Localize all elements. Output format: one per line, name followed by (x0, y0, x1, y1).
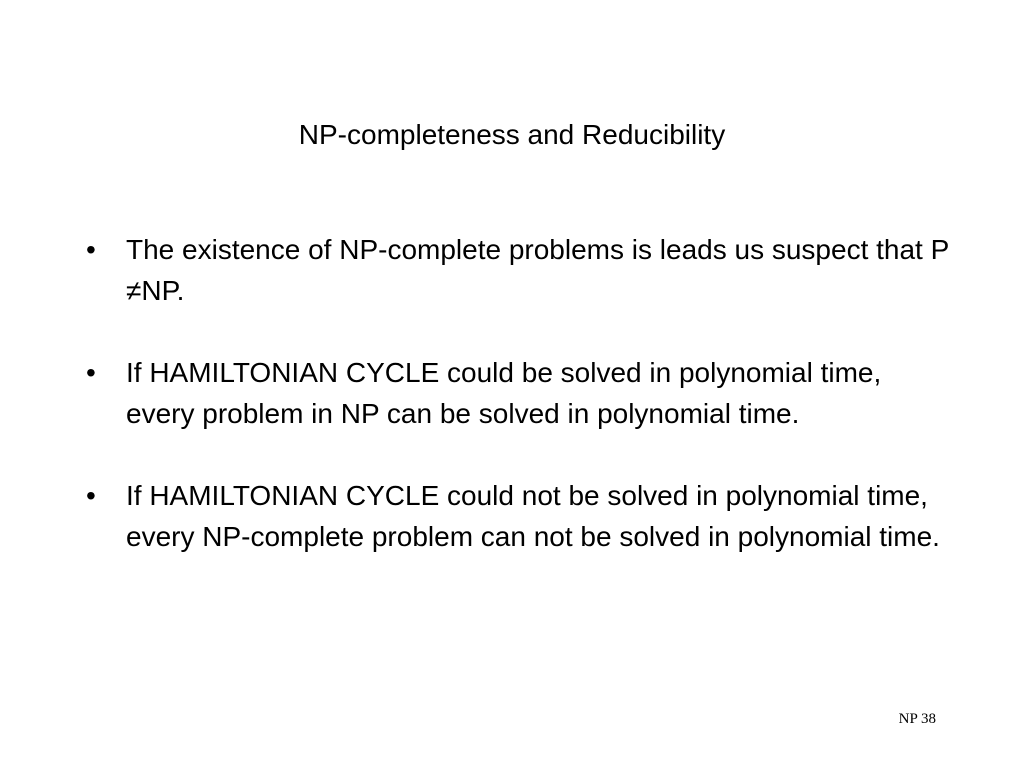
bullet-item (86, 352, 956, 434)
bullet-item (86, 475, 956, 557)
bullet-list (86, 229, 956, 598)
bullet-text: If HAMILTONIAN CYCLE could not be solved in polynomial time, every NP-complete problem can not be solved in polynomial time. (126, 480, 940, 552)
bullet-text: The existence of NP-complete problems is leads us suspect that P ≠NP. (126, 234, 949, 306)
bullet-icon: • (86, 480, 96, 511)
slide-number-footer: NP 38 (898, 711, 936, 727)
bullet-icon: • (86, 357, 96, 388)
bullet-icon: • (86, 234, 96, 265)
slide-title: NP-completeness and Reducibility (298, 119, 726, 150)
bullet-text: If HAMILTONIAN CYCLE could be solved in polynomial time, every problem in NP can be solved in polynomial time. (126, 357, 882, 429)
bullet-item (86, 229, 956, 311)
